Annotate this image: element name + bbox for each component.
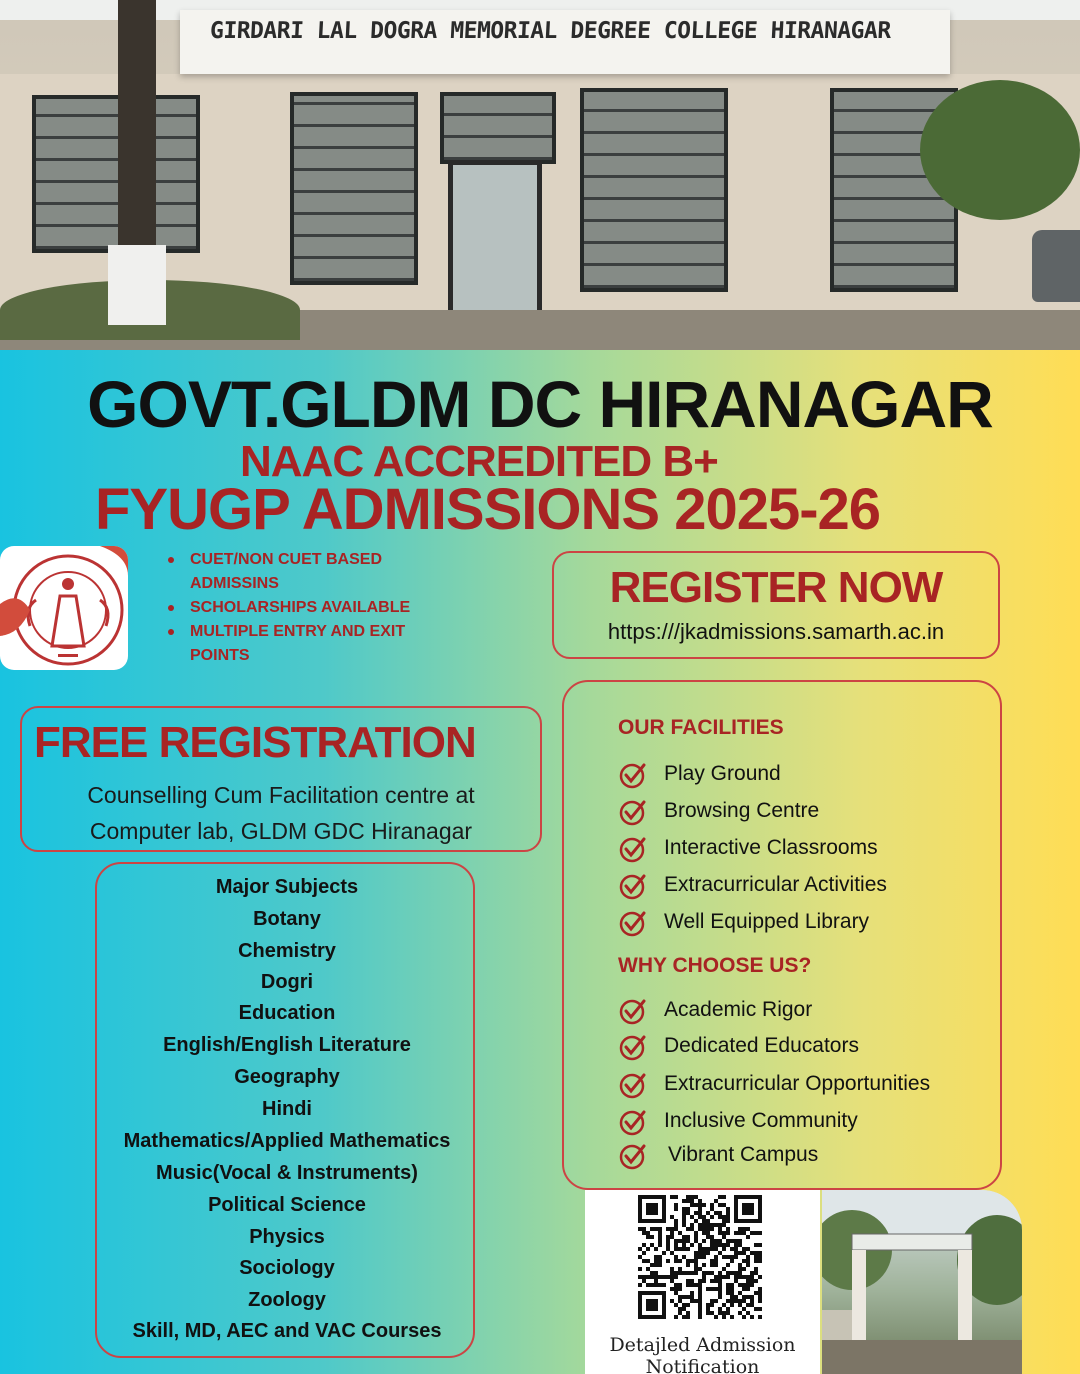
check-circle-icon (618, 908, 648, 938)
admissions-heading: FYUGP ADMISSIONS 2025-26 (95, 477, 881, 542)
check-circle-icon (618, 760, 648, 790)
highlight-item: SCHOLARSHIPS AVAILABLE (168, 596, 468, 620)
check-circle-icon (618, 1141, 648, 1171)
subject-item: Dogri (260, 971, 314, 993)
qr-caption: Detajled Admission Notification (609, 1334, 796, 1374)
facilitation-centre-text: Counselling Cum Facilitation centre at (87, 782, 475, 808)
subject-item: Education (238, 1002, 336, 1024)
why-choose-us-heading: WHY CHOOSE US? (618, 954, 812, 977)
check-circle-icon (618, 871, 648, 901)
subject-item: Chemistry (238, 940, 336, 962)
college-logo (0, 546, 128, 670)
parked-car (1032, 230, 1080, 302)
subject-item: Music(Vocal & Instruments) (156, 1162, 418, 1184)
subject-item: Political Science (208, 1194, 366, 1216)
major-subjects-box (95, 862, 475, 1358)
subject-item: Geography (234, 1066, 340, 1088)
admission-highlights (168, 548, 468, 668)
reason-item: Extracurricular Opportunities (618, 1070, 998, 1100)
reason-item: Vibrant Campus (618, 1141, 998, 1171)
register-now-title: REGISTER NOW (609, 563, 943, 612)
campus-gate-photo (822, 1190, 1022, 1374)
qr-code-card[interactable] (585, 1190, 820, 1374)
check-circle-icon (618, 834, 648, 864)
facility-item: Browsing Centre (618, 797, 998, 827)
subjects-heading: Major Subjects (215, 876, 359, 898)
tree-trunk (118, 0, 156, 255)
highlight-item: MULTIPLE ENTRY AND EXIT POINTS (168, 620, 468, 668)
highlight-item: CUET/NON CUET BASED ADMISSINS (168, 548, 468, 596)
subject-item: Sociology (239, 1257, 335, 1279)
check-circle-icon (618, 996, 648, 1026)
naac-accreditation: NAAC ACCREDITED B+ (240, 437, 718, 486)
facilitation-location-text: Computer lab, GLDM GDC Hiranagar (89, 818, 473, 844)
college-sign-text: GIRDARI LAL DOGRA MEMORIAL DEGREE COLLEGE HIRANAGAR (209, 18, 892, 44)
check-circle-icon (618, 797, 648, 827)
qr-code-icon[interactable] (638, 1195, 762, 1319)
register-now-box[interactable] (552, 551, 1000, 659)
reason-item: Inclusive Community (618, 1107, 998, 1137)
subject-item: Skill, MD, AEC and VAC Courses (132, 1320, 442, 1342)
subject-item: Zoology (248, 1289, 326, 1311)
subject-item: English/English Literature (163, 1034, 411, 1056)
subject-item: Hindi (262, 1098, 312, 1120)
facility-item: Well Equipped Library (618, 908, 998, 938)
registration-url-link[interactable]: https:///jkadmissions.samarth.ac.in (607, 619, 945, 644)
facilities-box (562, 680, 1002, 1190)
reason-item: Academic Rigor (618, 996, 998, 1026)
subject-item: Physics (249, 1226, 325, 1248)
entrance-door (448, 160, 542, 320)
facility-item: Extracurricular Activities (618, 871, 998, 901)
facility-item: Play Ground (618, 760, 998, 790)
college-building-photo (0, 0, 1080, 350)
facility-item: Interactive Classrooms (618, 834, 998, 864)
facilities-heading: OUR FACILITIES (618, 716, 784, 739)
check-circle-icon (618, 1107, 648, 1137)
check-circle-icon (618, 1070, 648, 1100)
college-title: GOVT.GLDM DC HIRANAGAR (87, 367, 993, 441)
subject-item: Mathematics/Applied Mathematics (123, 1130, 451, 1152)
free-registration-box (20, 706, 542, 852)
subject-item: Botany (253, 908, 321, 930)
free-registration-title: FREE REGISTRATION (34, 718, 476, 767)
reason-item: Dedicated Educators (618, 1032, 998, 1062)
check-circle-icon (618, 1032, 648, 1062)
